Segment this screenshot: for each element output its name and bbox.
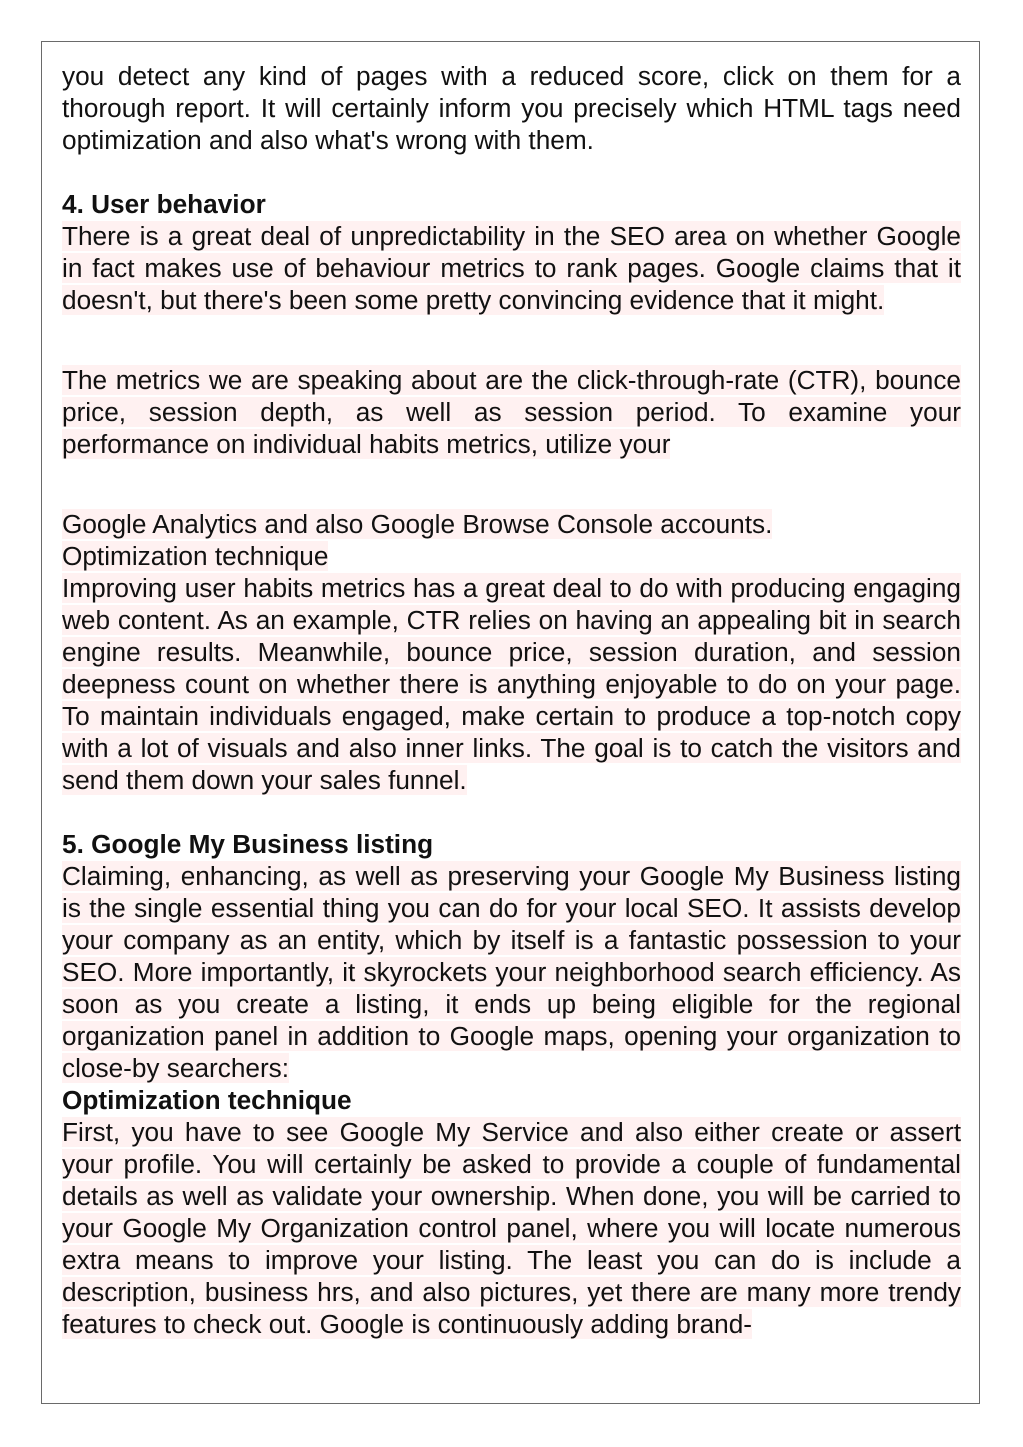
document-body	[62, 60, 961, 1340]
section-4-paragraph-2: The metrics we are speaking about are the click-through-rate (CTR), bounce price, session depth, as well as session period. To examine your performance on individual habits metrics, utilize your	[62, 365, 961, 459]
section-5-paragraph-1: Claiming, enhancing, as well as preserving your Google My Business listing is the single essential thing you can do for your local SEO. It assists develop your company as an entity, which by itself is a fantastic possession to your SEO. More importantly, it skyrockets your neighborhood search efficiency. As soon as you create a listing, it ends up being eligible for the regional organization panel in addition to Google maps, opening your organization to close-by searchers:	[62, 861, 961, 1083]
section-5-subheading: Optimization technique	[62, 1085, 352, 1115]
section-5-heading: 5. Google My Business listing	[62, 829, 434, 859]
section-5-paragraph-2: First, you have to see Google My Service and also either create or assert your profile. You will certainly be asked to provide a couple of fundamental details as well as validate your ownership. When done, you will be carried to your Google My Organization control panel, where you will locate numerous extra means to improve your listing. The least you can do is include a description, business hrs, and also pictures, yet there are many more trendy features to check out. Google is continuously adding brand-	[62, 1117, 961, 1339]
section-4-paragraph-1: There is a great deal of unpredictability in the SEO area on whether Google in fact makes use of behaviour metrics to rank pages. Google claims that it doesn't, but there's been some pretty convincing evidence that it might.	[62, 221, 961, 315]
section-4-heading: 4. User behavior	[62, 189, 266, 219]
intro-paragraph: you detect any kind of pages with a reduced score, click on them for a thorough report. It will certainly inform you precisely which HTML tags need optimization and also what's wrong with them.	[62, 61, 961, 155]
section-4-paragraph-4: Improving user habits metrics has a great deal to do with producing engaging web content. As an example, CTR relies on having an appealing bit in search engine results. Meanwhile, bounce price, session duration, and session deepness count on whether there is anything enjoyable to do on your page. To maintain individuals engaged, make certain to produce a top-notch copy with a lot of visuals and also inner links. The goal is to catch the visitors and send them down your sales funnel.	[62, 573, 961, 795]
section-4-subheading: Optimization technique	[62, 541, 329, 571]
section-4-paragraph-3: Google Analytics and also Google Browse Console accounts.	[62, 509, 773, 539]
